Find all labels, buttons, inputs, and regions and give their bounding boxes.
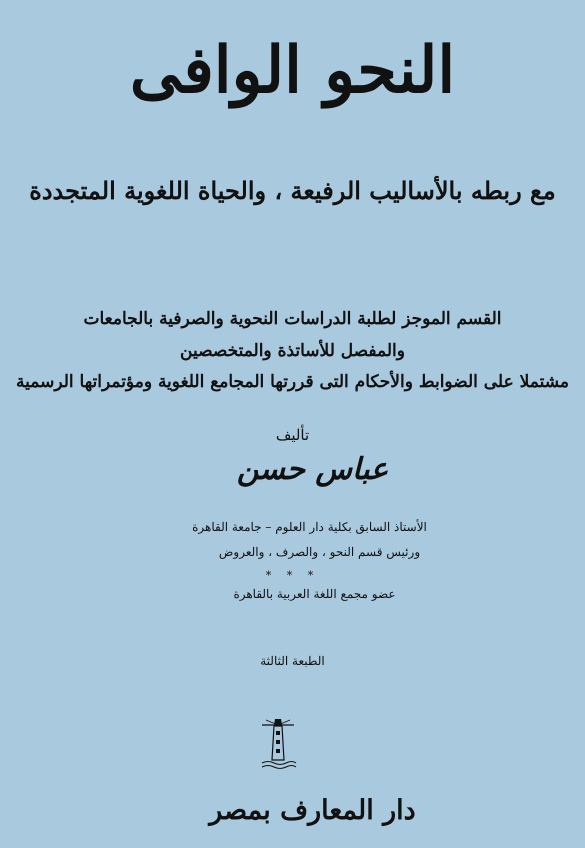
description-line-2: والمفصل للأساتذة والمتخصصين	[180, 341, 405, 361]
separator-stars: * * *	[265, 569, 320, 582]
description-line-3: مشتملا على الضوابط والأحكام التى قررتها المجامع اللغوية ومؤتمراتها الرسمية	[16, 372, 569, 392]
by-label: تأليف	[275, 426, 310, 444]
author-title-2: ورئيس قسم النحو ، والصرف ، والعروض	[218, 545, 421, 559]
lighthouse-icon	[258, 716, 298, 772]
book-title: النحو الوافى	[129, 33, 456, 108]
book-subtitle: مع ربطه بالأساليب الرفيعة ، والحياة اللغوية المتجددة	[29, 176, 556, 205]
description-line-1: القسم الموجز لطلبة الدراسات النحوية والصرفية بالجامعات	[83, 309, 502, 329]
author-title-1: الأستاذ السابق بكلية دار العلوم – جامعة القاهرة	[192, 520, 427, 534]
membership-line: عضو مجمع اللغة العربية بالقاهرة	[233, 587, 396, 601]
publisher-name: دار المعارف بمصر	[209, 795, 416, 826]
author-name: عباس حسن	[236, 452, 389, 487]
edition-label: الطبعة الثالثة	[260, 654, 325, 668]
